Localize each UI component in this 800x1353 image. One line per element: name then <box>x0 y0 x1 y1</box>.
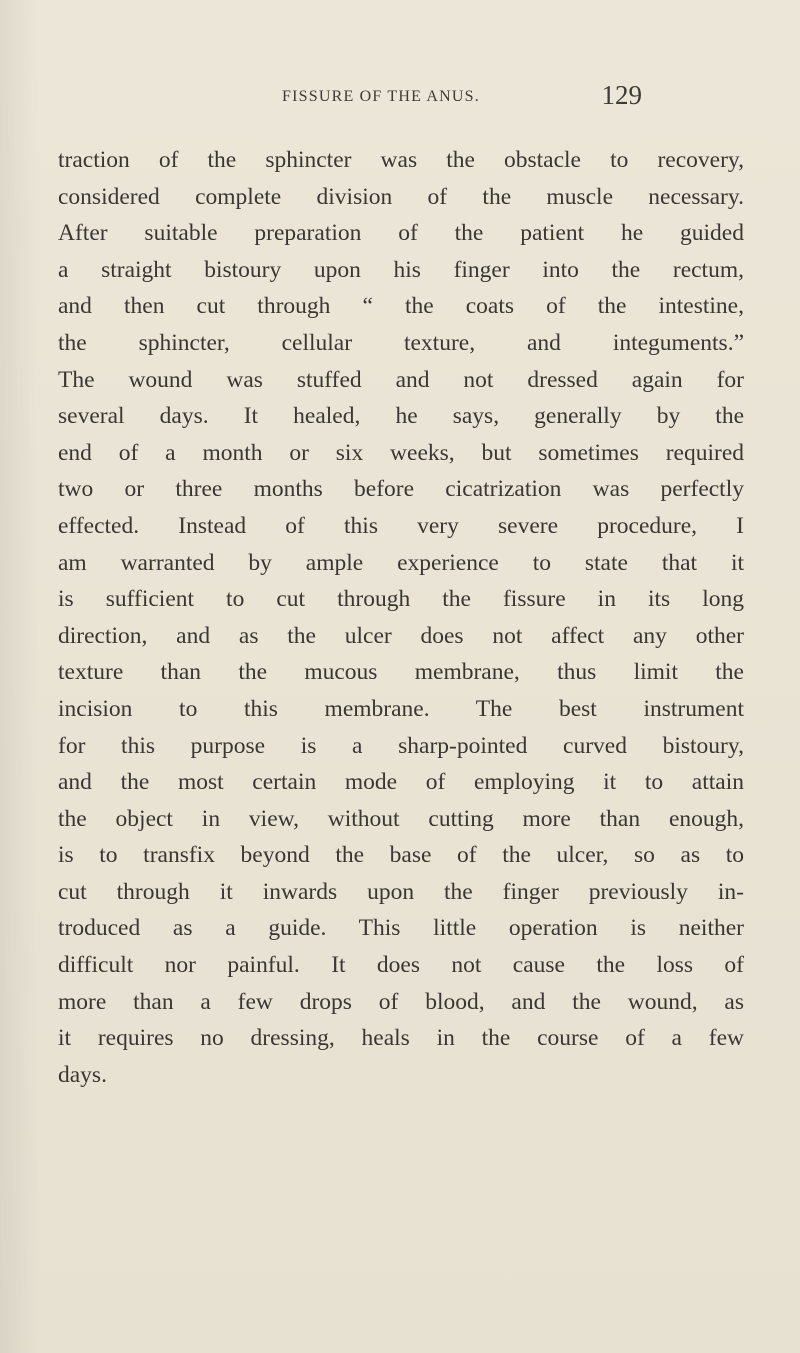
text-line: is sufficient to cut through the fissure in its long <box>58 586 744 613</box>
text-line: effected. Instead of this very severe procedure, I <box>58 512 744 539</box>
text-line: it requires no dressing, heals in the course of a few <box>58 1025 744 1052</box>
text-line: end of a month or six weeks, but sometimes required <box>58 439 744 466</box>
text-line: a straight bistoury upon his finger into the rectum, <box>58 256 744 283</box>
text-line: troduced as a guide. This little operation is neither <box>58 915 744 942</box>
text-line: the sphincter, cellular texture, and integuments.” <box>58 329 744 356</box>
running-head <box>282 80 642 114</box>
text-line: for this purpose is a sharp-pointed curved bistoury, <box>58 732 744 759</box>
text-line: After suitable preparation of the patient he guided <box>58 220 744 247</box>
text-line: several days. It healed, he says, generally by the <box>58 403 744 430</box>
text-line: more than a few drops of blood, and the wound, as <box>58 988 744 1015</box>
text-line: two or three months before cicatrization was perfectly <box>58 476 744 503</box>
text-line: cut through it inwards upon the finger previously in- <box>58 878 744 905</box>
text-line: is to transfix beyond the base of the ulcer, so as to <box>58 842 744 869</box>
text-line: incision to this membrane. The best instrument <box>58 695 744 722</box>
running-title: FISSURE OF THE ANUS. <box>282 88 480 105</box>
body-paragraph <box>58 142 744 1093</box>
page-number: 129 <box>601 80 642 110</box>
text-line: traction of the sphincter was the obstacle to recovery, <box>58 147 744 173</box>
text-line: The wound was stuffed and not dressed again for <box>58 366 744 393</box>
text-line: difficult nor painful. It does not cause the loss of <box>58 952 744 979</box>
text-line: days. <box>58 1061 107 1088</box>
text-line: considered complete division of the muscle necessary. <box>58 183 744 210</box>
text-line: the object in view, without cutting more than enough, <box>58 805 744 832</box>
text-line: texture than the mucous membrane, thus limit the <box>58 659 744 686</box>
text-line: and then cut through “ the coats of the intestine, <box>58 293 744 320</box>
text-line: direction, and as the ulcer does not affect any other <box>58 622 744 649</box>
text-line: and the most certain mode of employing it to attain <box>58 769 744 796</box>
text-line: am warranted by ample experience to state that it <box>58 549 744 576</box>
